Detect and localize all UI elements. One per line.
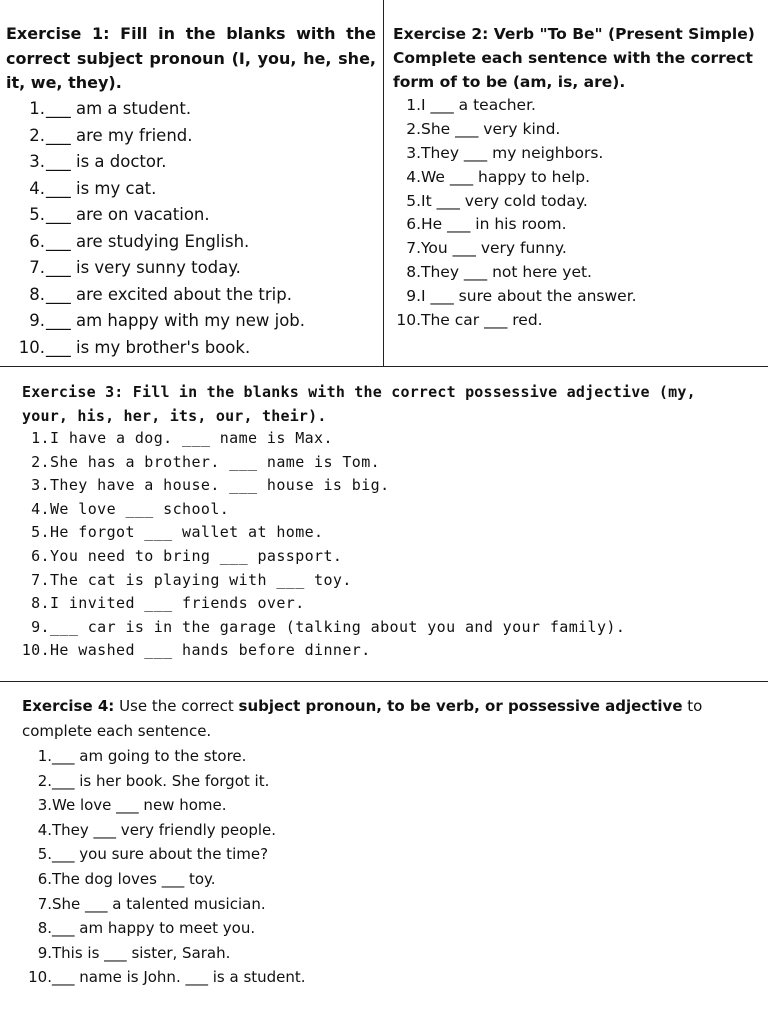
item-number: 9. (29, 311, 45, 330)
item-text: ___ are studying English. (46, 231, 250, 251)
list-item (384, 94, 637, 118)
item-number: 2. (31, 452, 50, 471)
item-number: 3. (31, 476, 50, 495)
list-item (0, 639, 625, 663)
item-number: 10. (28, 968, 52, 987)
list-item (0, 769, 306, 794)
item-text: This is ___ sister, Sarah. (52, 943, 231, 962)
list-item (384, 213, 637, 237)
item-number: 1. (406, 96, 421, 114)
item-text: You ___ very funny. (421, 239, 567, 258)
list-item (384, 142, 637, 166)
item-text: ___ am happy to meet you. (52, 919, 256, 938)
list-item (0, 965, 306, 990)
item-number: 8. (37, 919, 52, 938)
list-item (384, 190, 637, 214)
item-text: ___ are on vacation. (46, 205, 210, 224)
item-number: 4. (31, 499, 50, 518)
list-item (0, 282, 305, 309)
list-item (0, 818, 306, 843)
item-number: 5. (406, 191, 421, 210)
item-text: They ___ very friendly people. (52, 820, 277, 839)
item-text: I invited ___ friends over. (50, 594, 305, 613)
item-text: He washed ___ hands before dinner. (50, 641, 371, 660)
list-item (0, 592, 625, 616)
section-divider-2 (0, 681, 768, 682)
item-text: He ___ in his room. (421, 215, 567, 234)
list-item (0, 521, 625, 545)
item-number: 3. (406, 143, 421, 162)
list-item (0, 569, 625, 593)
item-number: 7. (406, 239, 421, 258)
item-number: 9. (31, 617, 50, 636)
item-text: ___ is her book. She forgot it. (52, 771, 270, 790)
section-divider-1 (0, 366, 768, 367)
item-text: We ___ happy to help. (421, 167, 591, 186)
item-text: ___ are excited about the trip. (46, 284, 292, 304)
item-number: 8. (29, 284, 45, 304)
item-number: 7. (37, 894, 52, 913)
list-item (0, 427, 625, 451)
item-number: 7. (29, 258, 45, 277)
list-item (0, 308, 305, 335)
item-text: I ___ a teacher. (421, 96, 536, 114)
item-text: ___ is my cat. (46, 178, 157, 198)
item-text: The dog loves ___ toy. (52, 869, 216, 888)
exercise-2-heading-tail: (Present Simple) (602, 25, 755, 43)
list-item (0, 149, 305, 176)
item-number: 8. (31, 594, 50, 613)
item-text: I ___ sure about the answer. (421, 287, 637, 306)
item-number: 10. (18, 337, 45, 357)
exercise-2-list (384, 94, 637, 333)
item-number: 1. (37, 747, 52, 765)
item-text: He forgot ___ wallet at home. (50, 523, 324, 542)
item-text: ___ name is John. ___ is a student. (52, 968, 306, 987)
list-item (0, 123, 305, 150)
item-number: 10. (396, 311, 421, 330)
list-item (0, 616, 625, 640)
item-text: She has a brother. ___ name is Tom. (50, 452, 381, 471)
item-number: 4. (37, 820, 52, 839)
item-number: 9. (37, 943, 52, 962)
exercise-3-title: Exercise 3: Fill in the blanks with the correct possessive adjective (my, your, his, her, its, our, their). (22, 383, 696, 425)
item-text: They have a house. ___ house is big. (50, 476, 390, 495)
item-text: It ___ very cold today. (421, 191, 588, 210)
item-number: 2. (29, 125, 45, 145)
item-text: The cat is playing with ___ toy. (50, 570, 352, 589)
item-number: 5. (31, 523, 50, 542)
item-number: 6. (31, 546, 50, 565)
exercise-1-list (0, 96, 305, 361)
exercise-1-title: Exercise 1: Fill in the blanks with the correct subject pronoun (I, you, he, she, it, we, they). (6, 24, 376, 92)
list-item (0, 867, 306, 892)
item-text: We love ___ school. (50, 499, 230, 518)
item-text: ___ am going to the store. (52, 747, 247, 765)
list-item (384, 237, 637, 261)
exercise-4-title (22, 694, 744, 744)
item-number: 2. (406, 119, 421, 138)
exercise-2-instructions: Complete each sentence with the correct form of to be (am, is, are). (393, 49, 753, 91)
item-number: 3. (29, 152, 45, 171)
exercise-3-list (0, 427, 625, 663)
exercise-1 (0, 0, 383, 366)
list-item (0, 793, 306, 818)
list-item (384, 118, 637, 142)
item-number: 5. (37, 845, 52, 864)
item-text: You need to bring ___ passport. (50, 546, 343, 565)
list-item (0, 545, 625, 569)
item-number: 7. (31, 570, 50, 589)
item-text: ___ is very sunny today. (46, 258, 241, 277)
exercise-4-list (0, 744, 306, 990)
list-item (0, 842, 306, 867)
item-text: She ___ a talented musician. (52, 894, 266, 913)
list-item (0, 916, 306, 941)
item-text: ___ are my friend. (46, 125, 193, 145)
item-text: ___ is my brother's book. (46, 337, 251, 357)
exercise-2-heading: Exercise 2: Verb "To Be" (393, 25, 603, 43)
item-number: 3. (37, 796, 52, 815)
item-text: They ___ not here yet. (421, 263, 592, 282)
list-item (0, 744, 306, 769)
list-item (0, 96, 305, 123)
top-row (0, 0, 768, 366)
item-text: They ___ my neighbors. (421, 143, 604, 162)
item-number: 1. (29, 99, 45, 118)
item-number: 1. (31, 429, 50, 447)
list-item (384, 166, 637, 190)
item-text: ___ am a student. (46, 99, 192, 118)
list-item (0, 202, 305, 229)
list-item (384, 285, 637, 309)
exercise-2-title (393, 22, 755, 94)
list-item (0, 229, 305, 256)
item-number: 2. (37, 771, 52, 790)
item-number: 4. (406, 167, 421, 186)
list-item (384, 309, 637, 333)
item-text: We love ___ new home. (52, 796, 227, 815)
list-item (0, 335, 305, 362)
item-number: 6. (406, 215, 421, 234)
exercise-4-emphasis: subject pronoun, to be verb, or possessive adjective (238, 697, 683, 715)
item-number: 6. (29, 231, 45, 251)
item-number: 10. (21, 641, 50, 660)
exercise-4-text-2: to complete each sentence. (22, 697, 703, 740)
list-item (0, 451, 625, 475)
list-item (384, 261, 637, 285)
item-text: ___ you sure about the time? (52, 845, 269, 864)
item-text: ___ am happy with my new job. (46, 311, 306, 330)
item-number: 9. (406, 287, 421, 306)
item-number: 5. (29, 205, 45, 224)
item-text: She ___ very kind. (421, 119, 561, 138)
exercise-2 (384, 0, 768, 366)
item-text: The car ___ red. (421, 311, 543, 330)
list-item (0, 255, 305, 282)
list-item (0, 498, 625, 522)
item-text: ___ car is in the garage (talking about you and your family). (50, 617, 626, 636)
item-number: 6. (37, 869, 52, 888)
item-text: ___ is a doctor. (46, 152, 167, 171)
list-item (0, 474, 625, 498)
item-number: 4. (29, 178, 45, 198)
list-item (0, 892, 306, 917)
list-item (0, 176, 305, 203)
item-text: I have a dog. ___ name is Max. (50, 429, 333, 447)
exercise-4-label: Exercise 4: (22, 697, 115, 715)
exercise-4-text-1: Use the correct (114, 697, 239, 715)
item-number: 8. (406, 263, 421, 282)
list-item (0, 941, 306, 966)
